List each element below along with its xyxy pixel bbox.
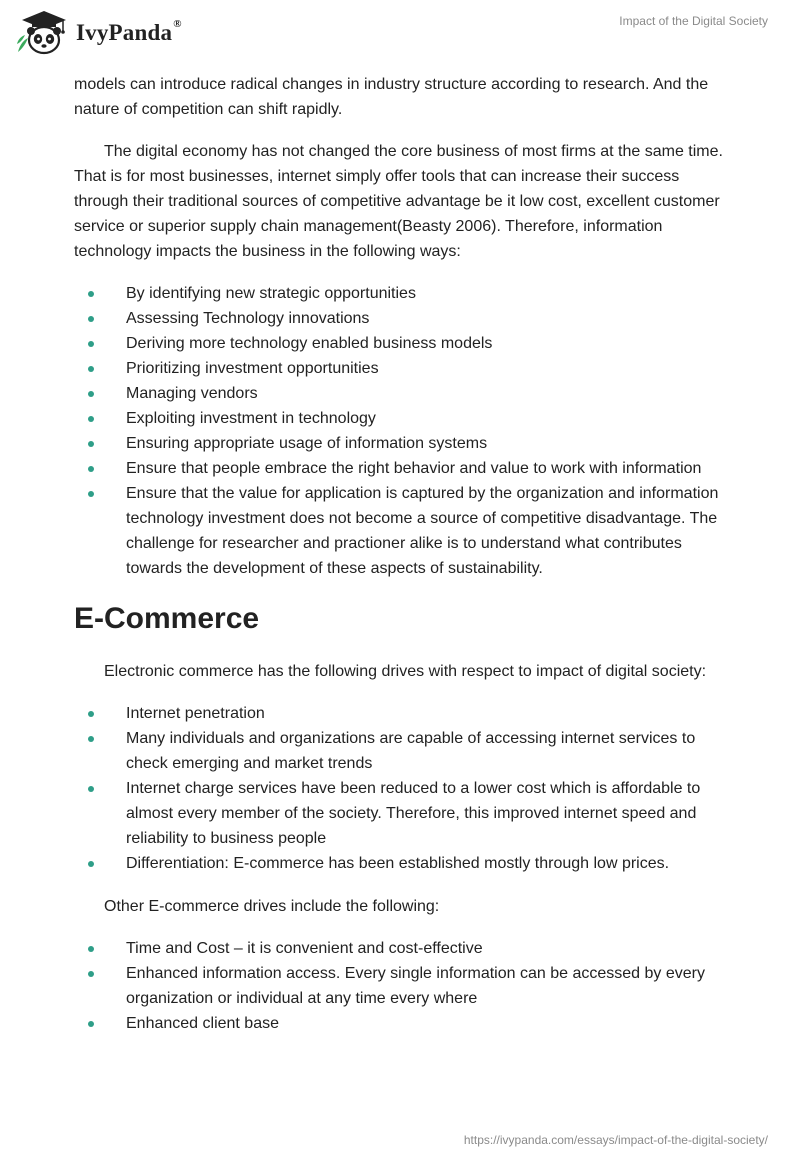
list-item: Internet penetration xyxy=(74,701,734,726)
registered-mark: ® xyxy=(173,18,182,31)
bullet-dot-icon xyxy=(88,441,94,447)
list-item: Exploiting investment in technology xyxy=(74,406,734,431)
list-item: Deriving more technology enabled business models xyxy=(74,331,734,356)
list-item: Assessing Technology innovations xyxy=(74,306,734,331)
bullet-dot-icon xyxy=(88,861,94,867)
page-header xyxy=(0,0,800,62)
list-item: Internet charge services have been reduced to a lower cost which is affordable to almost every member of the society. Therefore, this improved internet speed and reliability to business people xyxy=(74,776,734,851)
list-item: Enhanced client base xyxy=(74,1011,734,1036)
bullet-dot-icon xyxy=(88,971,94,977)
paragraph-continuation: models can introduce radical changes in industry structure according to research. And the nature of competition can shift rapidly. xyxy=(74,76,709,118)
ecommerce-drives-list xyxy=(74,701,734,876)
paragraph-digital-economy: The digital economy has not changed the core business of most firms at the same time. That is for most businesses, internet simply offer tools that can increase their success through their traditional sources of competitive advantage be it low cost, excellent customer service or superior supply chain management(Beasty 2006). Therefore, information technology impacts the business in the following ways: xyxy=(74,143,723,260)
bullet-dot-icon xyxy=(88,946,94,952)
bullet-dot-icon xyxy=(88,711,94,717)
running-title: Impact of the Digital Society xyxy=(619,14,768,28)
brand-name: IvyPanda® xyxy=(76,18,182,45)
bullet-dot-icon xyxy=(88,736,94,742)
article-body xyxy=(74,72,734,1054)
ivypanda-logo[interactable] xyxy=(14,8,182,56)
list-item: Many individuals and organizations are capable of accessing internet services to check emerging and market trends xyxy=(74,726,734,776)
bullet-dot-icon xyxy=(88,391,94,397)
bullet-dot-icon xyxy=(88,786,94,792)
bullet-dot-icon xyxy=(88,466,94,472)
list-item: Managing vendors xyxy=(74,381,734,406)
panda-graduation-cap-logo-icon xyxy=(14,8,70,56)
list-item: Differentiation: E-commerce has been established mostly through low prices. xyxy=(74,851,734,876)
list-item: Enhanced information access. Every single information can be accessed by every organization or individual at any time every where xyxy=(74,961,734,1011)
list-item: Ensure that people embrace the right behavior and value to work with information xyxy=(74,456,734,481)
bullet-dot-icon xyxy=(88,341,94,347)
list-item: Prioritizing investment opportunities xyxy=(74,356,734,381)
paragraph-ecommerce-intro: Electronic commerce has the following drives with respect to impact of digital society: xyxy=(104,663,707,680)
footer-source-url[interactable]: https://ivypanda.com/essays/impact-of-the-digital-society/ xyxy=(463,1133,768,1147)
bullet-dot-icon xyxy=(88,366,94,372)
bullet-dot-icon xyxy=(88,491,94,497)
list-item: Ensure that the value for application is captured by the organization and information technology investment does not become a source of competitive disadvantage. The challenge for researcher and practioner alike is to understand what contributes towards the development of these aspects of sustainability. xyxy=(74,481,734,581)
bullet-dot-icon xyxy=(88,316,94,322)
list-item: Ensuring appropriate usage of information systems xyxy=(74,431,734,456)
bullet-dot-icon xyxy=(88,416,94,422)
bullet-dot-icon xyxy=(88,291,94,297)
bullet-dot-icon xyxy=(88,1021,94,1027)
impact-list xyxy=(74,281,734,581)
list-item: By identifying new strategic opportunities xyxy=(74,281,734,306)
section-heading-ecommerce: E-Commerce xyxy=(74,602,260,635)
list-item: Time and Cost – it is convenient and cost-effective xyxy=(74,936,734,961)
paragraph-other-drives-intro: Other E-commerce drives include the following: xyxy=(104,898,440,915)
other-drives-list xyxy=(74,936,734,1036)
